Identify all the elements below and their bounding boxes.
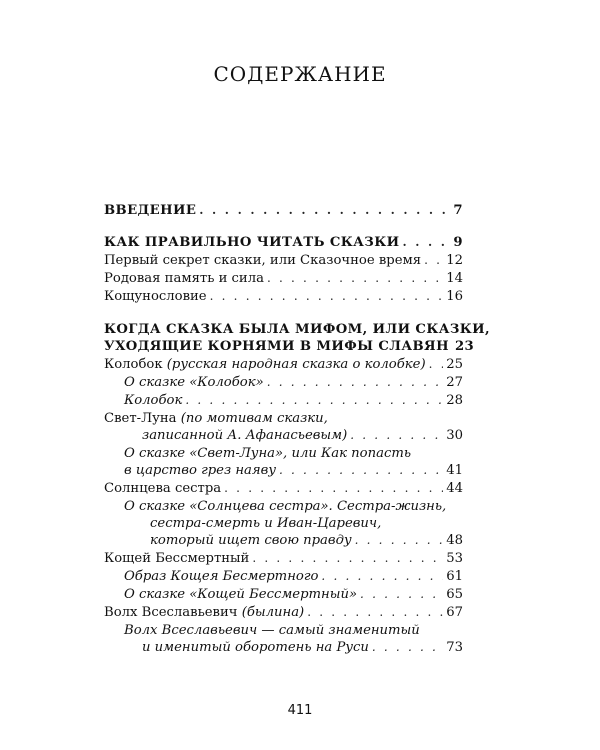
- toc-page: 30: [446, 428, 463, 443]
- dot-leader: [429, 357, 444, 371]
- toc-entry-o-koshchey[interactable]: [104, 587, 463, 602]
- toc-page: 27: [446, 375, 463, 390]
- toc-page: 44: [446, 481, 463, 496]
- dot-leader: [350, 428, 443, 442]
- toc-label: Колобок: [124, 393, 183, 408]
- toc-label-italic: (былина): [241, 605, 305, 620]
- toc-entry-o-sol-line1: О сказке «Солнцева сестра». Сестра-жизнь,: [124, 499, 447, 514]
- dot-leader: [321, 569, 443, 583]
- toc-entry-o-sol[interactable]: [104, 533, 463, 548]
- toc-entry-o-svet[interactable]: [104, 463, 463, 478]
- page-title: СОДЕРЖАНИЕ: [213, 62, 387, 86]
- toc-entry-kolobok[interactable]: [104, 357, 463, 372]
- dot-leader: [402, 235, 450, 249]
- toc-page: 14: [446, 271, 463, 286]
- toc-label-italic: (русская народная сказка о колобке): [166, 357, 426, 372]
- toc-page: 9: [453, 235, 463, 250]
- toc-entry-obraz[interactable]: [104, 569, 463, 584]
- toc-entry-o-svet-line1: О сказке «Свет-Луна», или Как попасть: [124, 446, 412, 461]
- toc-entry-intro[interactable]: [104, 203, 463, 218]
- toc-label-plain: Волх Всеславьевич: [104, 605, 242, 620]
- dot-leader: [267, 375, 444, 389]
- table-of-contents: [104, 203, 491, 655]
- dot-leader: [267, 271, 443, 285]
- toc-entry-svet-line1: [104, 411, 463, 426]
- toc-page: 28: [446, 393, 463, 408]
- toc-page: 73: [446, 640, 463, 655]
- toc-entry-volkh-sub-line1: Волх Всеславьевич — самый знаменитый: [124, 623, 420, 638]
- dot-leader: [355, 533, 444, 547]
- toc-label: ВВЕДЕНИЕ: [104, 203, 197, 218]
- toc-page: 48: [446, 533, 463, 548]
- toc-label: [104, 605, 304, 620]
- toc-entry-volkh[interactable]: [104, 605, 463, 620]
- toc-entry-volkh-sub[interactable]: [104, 640, 463, 655]
- toc-entry-solntseva[interactable]: [104, 481, 463, 496]
- toc-entry-o-kolobok[interactable]: [104, 375, 463, 390]
- toc-label: О сказке «Кощей Бессмертный»: [124, 587, 358, 602]
- toc-label-plain: Колобок: [104, 357, 167, 372]
- toc-page: 16: [446, 289, 463, 304]
- toc-page: 53: [446, 551, 463, 566]
- toc-label: Образ Кощея Бесмертного: [124, 569, 319, 584]
- toc-label: Кощунословие: [104, 289, 207, 304]
- toc-page: 67: [446, 605, 463, 620]
- toc-page: 41: [446, 463, 463, 478]
- toc-entry-koshchuno[interactable]: [104, 289, 463, 304]
- toc-page: 23: [454, 339, 475, 354]
- dot-leader: [210, 289, 444, 303]
- dot-leader: [307, 605, 443, 619]
- toc-label: записанной А. Афанасьевым): [142, 428, 348, 443]
- dot-leader: [252, 551, 443, 565]
- toc-label: Родовая память и сила: [104, 271, 264, 286]
- toc-entry-first-secret[interactable]: [104, 253, 463, 268]
- toc-entry-koshchey[interactable]: [104, 551, 463, 566]
- toc-label: Первый секрет сказки, или Сказочное время: [104, 253, 422, 268]
- toc-entry-svet[interactable]: [104, 428, 463, 443]
- dot-leader: [372, 640, 443, 654]
- toc-entry-how-read[interactable]: [104, 235, 463, 250]
- toc-label: Солнцева сестра: [104, 481, 222, 496]
- toc-page: 25: [446, 357, 463, 372]
- page-number: 411: [287, 703, 313, 718]
- dot-leader: [185, 393, 443, 407]
- toc-label: и именитый оборотень на Руси: [142, 640, 369, 655]
- toc-page: 65: [446, 587, 463, 602]
- toc-page: 61: [446, 569, 463, 584]
- toc-label-plain: Свет-Луна: [104, 411, 181, 426]
- dot-leader: [279, 463, 443, 477]
- toc-page: 12: [446, 253, 463, 268]
- toc-label: который ищет свою правду: [150, 533, 352, 548]
- toc-entry-rodovaya[interactable]: [104, 271, 463, 286]
- toc-label: УХОДЯЩИЕ КОРНЯМИ В МИФЫ СЛАВЯН: [104, 339, 449, 354]
- dot-leader: [224, 481, 443, 495]
- toc-label-italic: (по мотивам сказки,: [180, 411, 328, 426]
- toc-entry-myth[interactable]: [104, 339, 475, 354]
- toc-label: в царство грез наяву: [124, 463, 276, 478]
- toc-entry-kolobok-text[interactable]: [104, 393, 463, 408]
- toc-label: [104, 357, 426, 372]
- toc-label: О сказке «Колобок»: [124, 375, 264, 390]
- toc-page: 7: [453, 203, 463, 218]
- toc-entry-myth-line1: КОГДА СКАЗКА БЫЛА МИФОМ, ИЛИ СКАЗКИ,: [104, 322, 491, 337]
- toc-label: Кощей Бессмертный: [104, 551, 250, 566]
- toc-label: КАК ПРАВИЛЬНО ЧИТАТЬ СКАЗКИ: [104, 235, 400, 250]
- dot-leader: [360, 587, 443, 601]
- dot-leader: [424, 253, 443, 267]
- toc-entry-o-sol-line2: сестра-смерть и Иван-Царевич,: [150, 516, 382, 531]
- dot-leader: [199, 203, 450, 217]
